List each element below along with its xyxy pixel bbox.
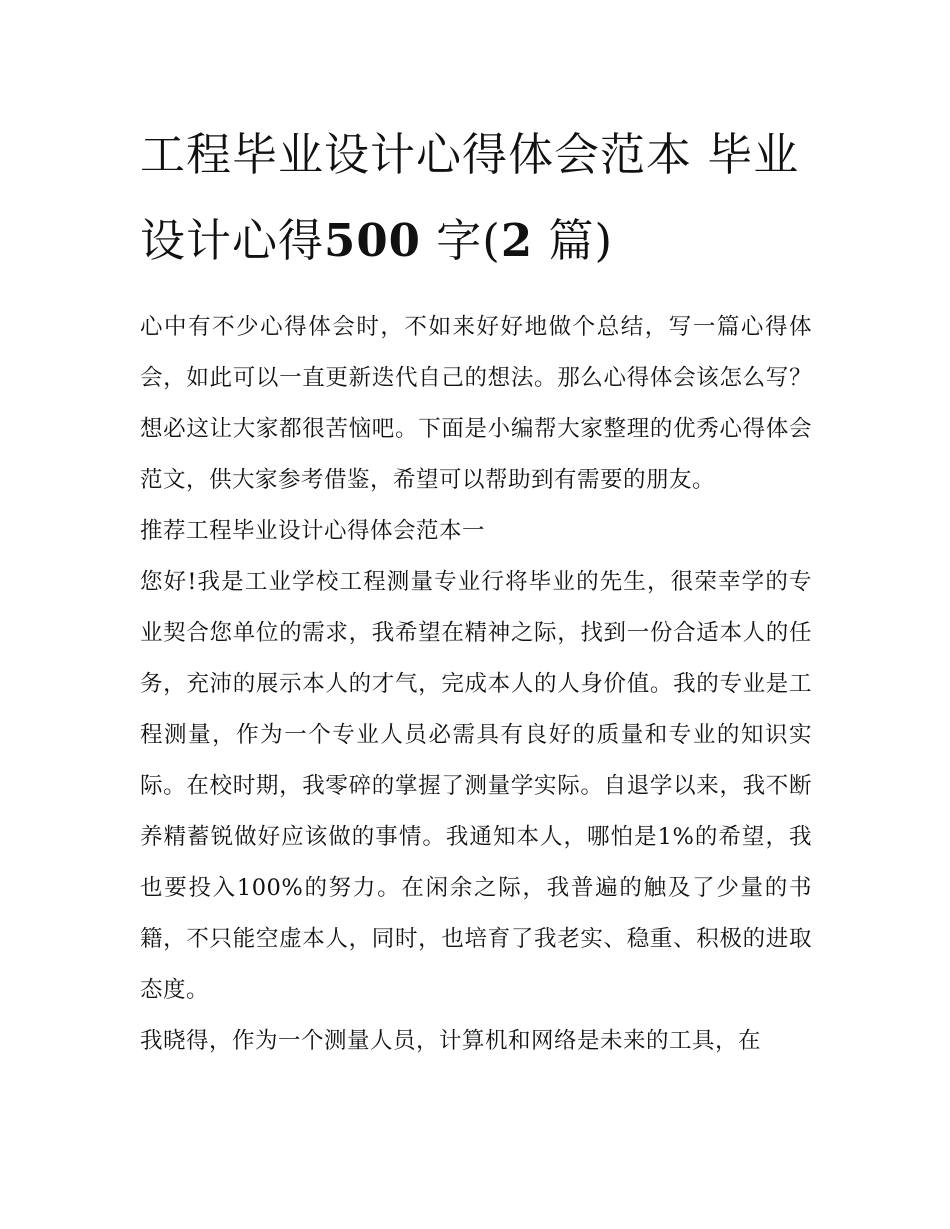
document-title bbox=[140, 112, 812, 284]
title-number-2: 2 bbox=[500, 214, 534, 267]
body-paragraph-1: 您好!我是工业学校工程测量专业行将毕业的先生，很荣幸学的专业契合您单位的需求，我希望在精神之际，找到一份合适本人的任务，充沛的展示本人的才气，完成本人的人身价值。我的专业是工程测量，作为一个专业人员必需具有良好的质量和专业的知识实际。在校时期，我零碎的掌握了测量学实际。自退学以来，我不断养精蓄锐做好应该做的事情。我通知本人，哪怕是1%的希望，我也要投入100%的努力。在闲余之际，我普遍的触及了少量的书籍，不只能空虚本人，同时，也培育了我老实、稳重、积极的进取态度。 bbox=[140, 569, 812, 1003]
document-page bbox=[140, 112, 812, 1067]
title-text-3: 篇) bbox=[533, 214, 614, 267]
title-number-500: 500 bbox=[324, 214, 421, 267]
intro-paragraph: 心中有不少心得体会时，不如来好好地做个总结，写一篇心得体会，如此可以一直更新迭代自己的想法。那么心得体会该怎么写？想必这让大家都很苦恼吧。下面是小编帮大家整理的优秀心得体会范文，供大家参考借鉴，希望可以帮助到有需要的朋友。 bbox=[140, 314, 812, 493]
title-text-1: 工程毕业设计心得体会范本 毕业设计心得 bbox=[140, 128, 800, 267]
title-text-2: 字( bbox=[420, 214, 501, 267]
body-paragraph-2: 我晓得，作为一个测量人员，计算机和网络是未来的工具，在 bbox=[140, 1028, 762, 1054]
section-heading: 推荐工程毕业设计心得体会范本一 bbox=[140, 518, 486, 544]
